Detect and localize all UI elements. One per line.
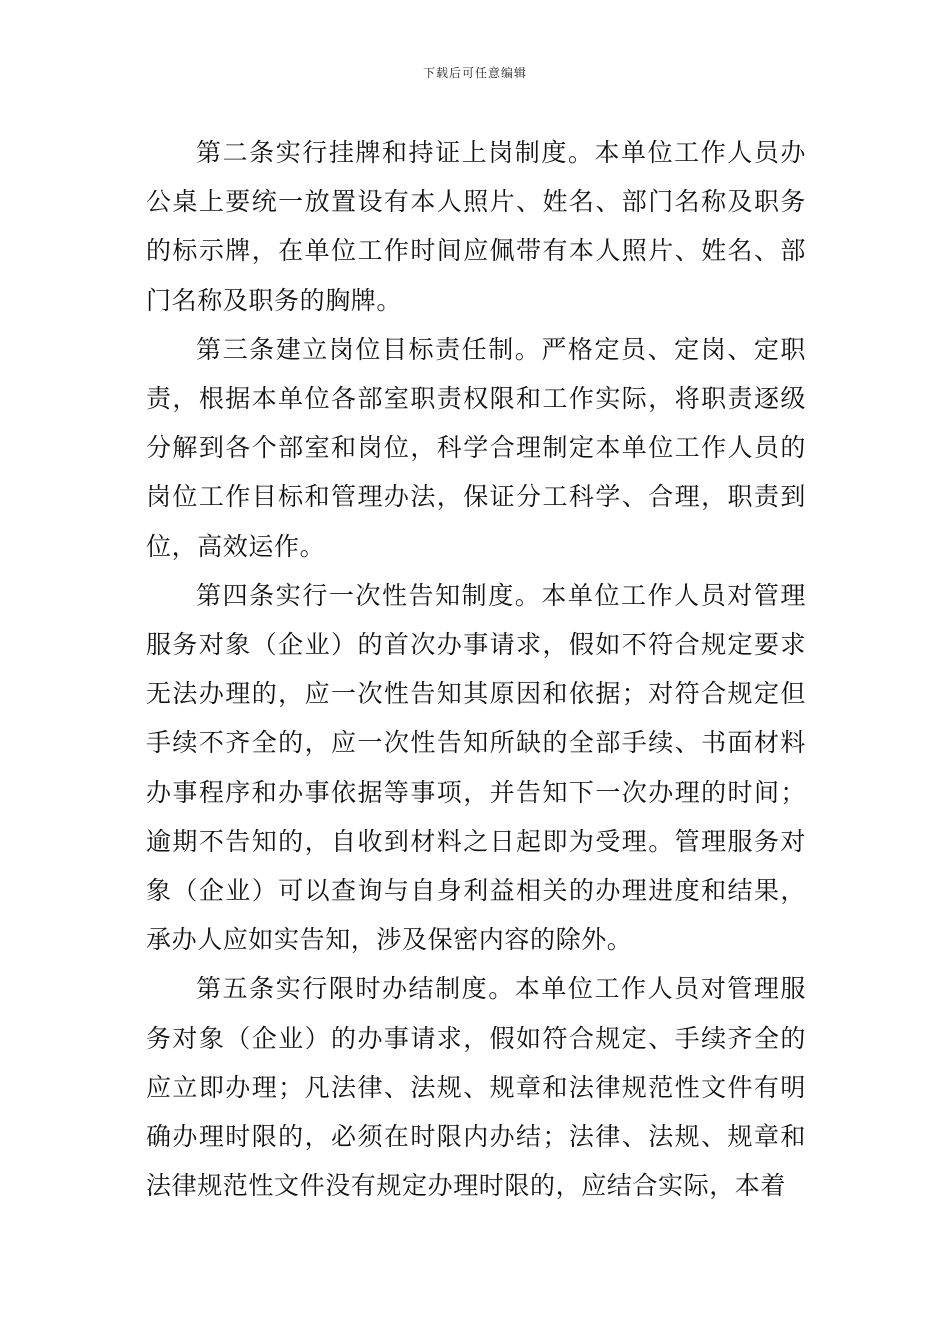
article-2-paragraph: 第二条实行挂牌和持证上岗制度。本单位工作人员办公桌上要统一放置设有本人照片、姓名、部门名称及职务的标示牌，在单位工作时间应佩带有本人照片、姓名、部门名称及职务的胸牌。 xyxy=(146,138,806,315)
article-4-paragraph: 第四条实行一次性告知制度。本单位工作人员对管理服务对象（企业）的首次办事请求，假如不符合规定要求无法办理的，应一次性告知其原因和依据；对符合规定但手续不齐全的，应一次性告知所缺的全部手续、书面材料办事程序和办事依据等事项，并告知下一次办理的时间；逾期不告知的，自收到材料之日起即为受理。管理服务对象（企业）可以查询与自身利益相关的办理进度和结果，承办人应如实告知，涉及保密内容的除外。 xyxy=(146,580,806,955)
article-3-paragraph: 第三条建立岗位目标责任制。严格定员、定岗、定职责，根据本单位各部室职责权限和工作实际，将职责逐级分解到各个部室和岗位，科学合理制定本单位工作人员的岗位工作目标和管理办法，保证分工科学、合理，职责到位，高效运作。 xyxy=(146,334,806,561)
page-header: 下载后可任意编辑 xyxy=(422,66,527,80)
article-5-paragraph: 第五条实行限时办结制度。本单位工作人员对管理服务对象（企业）的办事请求，假如符合规定、手续齐全的应立即办理；凡法律、法规、规章和法律规范性文件有明确办理时限的，必须在时限内办结；法律、法规、规章和法律规范性文件没有规定办理时限的，应结合实际，本着 xyxy=(146,974,806,1201)
document-body xyxy=(146,128,806,1210)
